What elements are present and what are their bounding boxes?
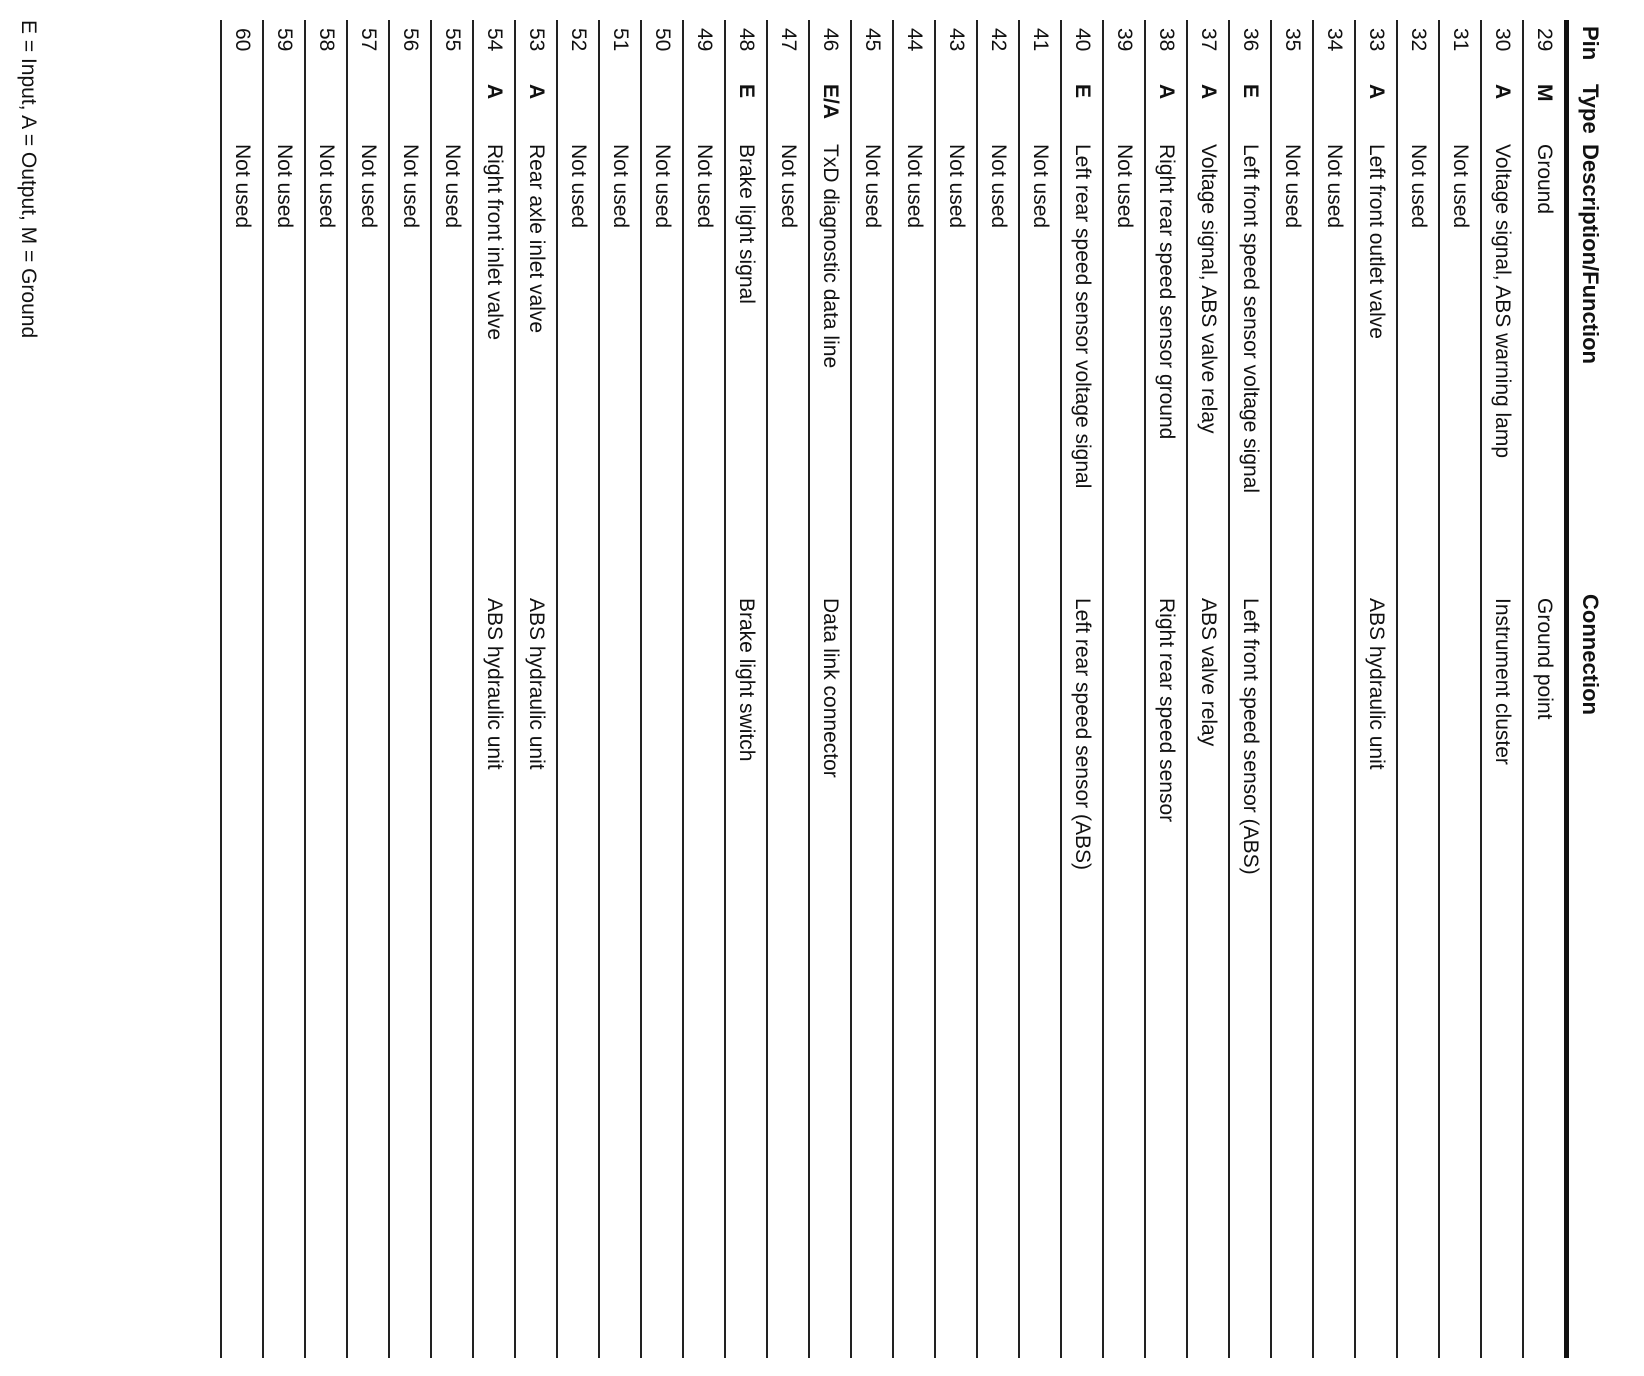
cell-connection [1271, 588, 1313, 1358]
cell-description: Not used [1271, 138, 1313, 588]
cell-type: A [1145, 78, 1187, 138]
cell-description: Not used [1019, 138, 1061, 588]
cell-pin: 59 [263, 20, 305, 78]
table-row [305, 20, 347, 1358]
cell-pin: 58 [305, 20, 347, 78]
cell-description: Rear axle inlet valve [515, 138, 557, 588]
cell-pin: 46 [809, 20, 851, 78]
cell-type [851, 78, 893, 138]
cell-description: Not used [1103, 138, 1145, 588]
cell-pin: 43 [935, 20, 977, 78]
cell-description: Voltage signal, ABS warning lamp [1481, 138, 1523, 588]
table-row [1271, 20, 1313, 1358]
cell-connection [935, 588, 977, 1358]
table-row [1019, 20, 1061, 1358]
cell-connection [599, 588, 641, 1358]
cell-pin: 60 [221, 20, 263, 78]
cell-connection [851, 588, 893, 1358]
cell-pin: 50 [641, 20, 683, 78]
cell-pin: 42 [977, 20, 1019, 78]
cell-pin: 38 [1145, 20, 1187, 78]
table-row [683, 20, 725, 1358]
cell-type [977, 78, 1019, 138]
table-body [221, 20, 1567, 1358]
cell-pin: 31 [1439, 20, 1481, 78]
table-row [809, 20, 851, 1358]
cell-connection [1439, 588, 1481, 1358]
table-row [515, 20, 557, 1358]
cell-type [263, 78, 305, 138]
cell-pin: 33 [1355, 20, 1397, 78]
cell-type: E [1061, 78, 1103, 138]
cell-connection [389, 588, 431, 1358]
cell-description: Not used [305, 138, 347, 588]
cell-description: Brake light signal [725, 138, 767, 588]
cell-pin: 56 [389, 20, 431, 78]
cell-type [1019, 78, 1061, 138]
cell-connection [347, 588, 389, 1358]
cell-description: Not used [641, 138, 683, 588]
cell-type: E [725, 78, 767, 138]
cell-description: Not used [347, 138, 389, 588]
cell-connection: Right rear speed sensor [1145, 588, 1187, 1358]
table-row [851, 20, 893, 1358]
cell-description: Not used [599, 138, 641, 588]
cell-connection [977, 588, 1019, 1358]
cell-description: Not used [683, 138, 725, 588]
cell-connection: Left rear speed sensor (ABS) [1061, 588, 1103, 1358]
table-row [1439, 20, 1481, 1358]
cell-pin: 30 [1481, 20, 1523, 78]
table-row [893, 20, 935, 1358]
cell-type [641, 78, 683, 138]
cell-type [305, 78, 347, 138]
cell-connection: ABS hydraulic unit [1355, 588, 1397, 1358]
table-row [1229, 20, 1271, 1358]
cell-type: A [1355, 78, 1397, 138]
cell-pin: 40 [1061, 20, 1103, 78]
table-row [641, 20, 683, 1358]
cell-type: E/A [809, 78, 851, 138]
table-row [1481, 20, 1523, 1358]
table-row [389, 20, 431, 1358]
cell-type: A [1481, 78, 1523, 138]
table-row [1061, 20, 1103, 1358]
cell-description: Not used [389, 138, 431, 588]
table-row [347, 20, 389, 1358]
table-row [557, 20, 599, 1358]
cell-description: Not used [1439, 138, 1481, 588]
cell-pin: 49 [683, 20, 725, 78]
cell-pin: 37 [1187, 20, 1229, 78]
cell-type [1313, 78, 1355, 138]
cell-description: Not used [893, 138, 935, 588]
cell-pin: 53 [515, 20, 557, 78]
table-row [977, 20, 1019, 1358]
cell-description: Voltage signal, ABS valve relay [1187, 138, 1229, 588]
cell-connection: Instrument cluster [1481, 588, 1523, 1358]
cell-pin: 52 [557, 20, 599, 78]
cell-pin: 36 [1229, 20, 1271, 78]
table-row [1187, 20, 1229, 1358]
cell-pin: 39 [1103, 20, 1145, 78]
cell-type [221, 78, 263, 138]
cell-description: Not used [221, 138, 263, 588]
header-row [1567, 20, 1613, 1358]
cell-pin: 48 [725, 20, 767, 78]
cell-description: Ground [1523, 138, 1567, 588]
header-description: Description/Function [1567, 138, 1613, 588]
cell-type [767, 78, 809, 138]
table-row [1145, 20, 1187, 1358]
cell-type: A [1187, 78, 1229, 138]
cell-connection: ABS valve relay [1187, 588, 1229, 1358]
cell-description: Not used [431, 138, 473, 588]
cell-connection [221, 588, 263, 1358]
cell-connection: Brake light switch [725, 588, 767, 1358]
cell-connection: Left front speed sensor (ABS) [1229, 588, 1271, 1358]
cell-pin: 35 [1271, 20, 1313, 78]
cell-pin: 45 [851, 20, 893, 78]
cell-type [389, 78, 431, 138]
cell-pin: 54 [473, 20, 515, 78]
cell-connection: Ground point [1523, 588, 1567, 1358]
cell-type [599, 78, 641, 138]
cell-description: Right rear speed sensor ground [1145, 138, 1187, 588]
cell-connection [683, 588, 725, 1358]
table-row [473, 20, 515, 1358]
cell-type: A [515, 78, 557, 138]
table-row [263, 20, 305, 1358]
cell-type [1103, 78, 1145, 138]
cell-type [347, 78, 389, 138]
cell-connection: Data link connector [809, 588, 851, 1358]
cell-connection [641, 588, 683, 1358]
table-row [725, 20, 767, 1358]
cell-description: Not used [767, 138, 809, 588]
header-pin: Pin [1567, 20, 1613, 78]
header-connection: Connection [1567, 588, 1613, 1358]
pinout-table [220, 20, 1612, 1358]
cell-description: Not used [263, 138, 305, 588]
cell-pin: 34 [1313, 20, 1355, 78]
cell-type [683, 78, 725, 138]
header-type: Type [1567, 78, 1613, 138]
cell-pin: 32 [1397, 20, 1439, 78]
cell-connection [893, 588, 935, 1358]
cell-description: Not used [1313, 138, 1355, 588]
table-row [1355, 20, 1397, 1358]
cell-type: M [1523, 78, 1567, 138]
cell-pin: 47 [767, 20, 809, 78]
cell-connection [263, 588, 305, 1358]
cell-connection [1103, 588, 1145, 1358]
cell-description: Not used [935, 138, 977, 588]
cell-type: E [1229, 78, 1271, 138]
table-row [767, 20, 809, 1358]
cell-connection [431, 588, 473, 1358]
cell-type [557, 78, 599, 138]
table-header [1567, 20, 1613, 1358]
cell-type [1397, 78, 1439, 138]
table-row [599, 20, 641, 1358]
cell-description: Not used [851, 138, 893, 588]
cell-connection [305, 588, 347, 1358]
cell-pin: 29 [1523, 20, 1567, 78]
table-row [1523, 20, 1567, 1358]
cell-type [1271, 78, 1313, 138]
cell-pin: 55 [431, 20, 473, 78]
table-row [1313, 20, 1355, 1358]
cell-connection [1313, 588, 1355, 1358]
cell-pin: 44 [893, 20, 935, 78]
cell-description: Left front outlet valve [1355, 138, 1397, 588]
cell-connection: ABS hydraulic unit [473, 588, 515, 1358]
table-row [935, 20, 977, 1358]
cell-description: TxD diagnostic data line [809, 138, 851, 588]
cell-connection [557, 588, 599, 1358]
cell-connection [1397, 588, 1439, 1358]
cell-connection [767, 588, 809, 1358]
cell-type [431, 78, 473, 138]
cell-description: Not used [557, 138, 599, 588]
cell-type [893, 78, 935, 138]
cell-type: A [473, 78, 515, 138]
table-row [1103, 20, 1145, 1358]
table-row [431, 20, 473, 1358]
cell-description: Left rear speed sensor voltage signal [1061, 138, 1103, 588]
table-row [221, 20, 263, 1358]
table-row [1397, 20, 1439, 1358]
type-legend: E = Input, A = Output, M = Ground [17, 20, 40, 339]
cell-description: Not used [977, 138, 1019, 588]
cell-connection: ABS hydraulic unit [515, 588, 557, 1358]
cell-pin: 51 [599, 20, 641, 78]
cell-description: Left front speed sensor voltage signal [1229, 138, 1271, 588]
cell-connection [1019, 588, 1061, 1358]
cell-type [1439, 78, 1481, 138]
cell-description: Right front inlet valve [473, 138, 515, 588]
cell-type [935, 78, 977, 138]
cell-description: Not used [1397, 138, 1439, 588]
cell-pin: 57 [347, 20, 389, 78]
cell-pin: 41 [1019, 20, 1061, 78]
